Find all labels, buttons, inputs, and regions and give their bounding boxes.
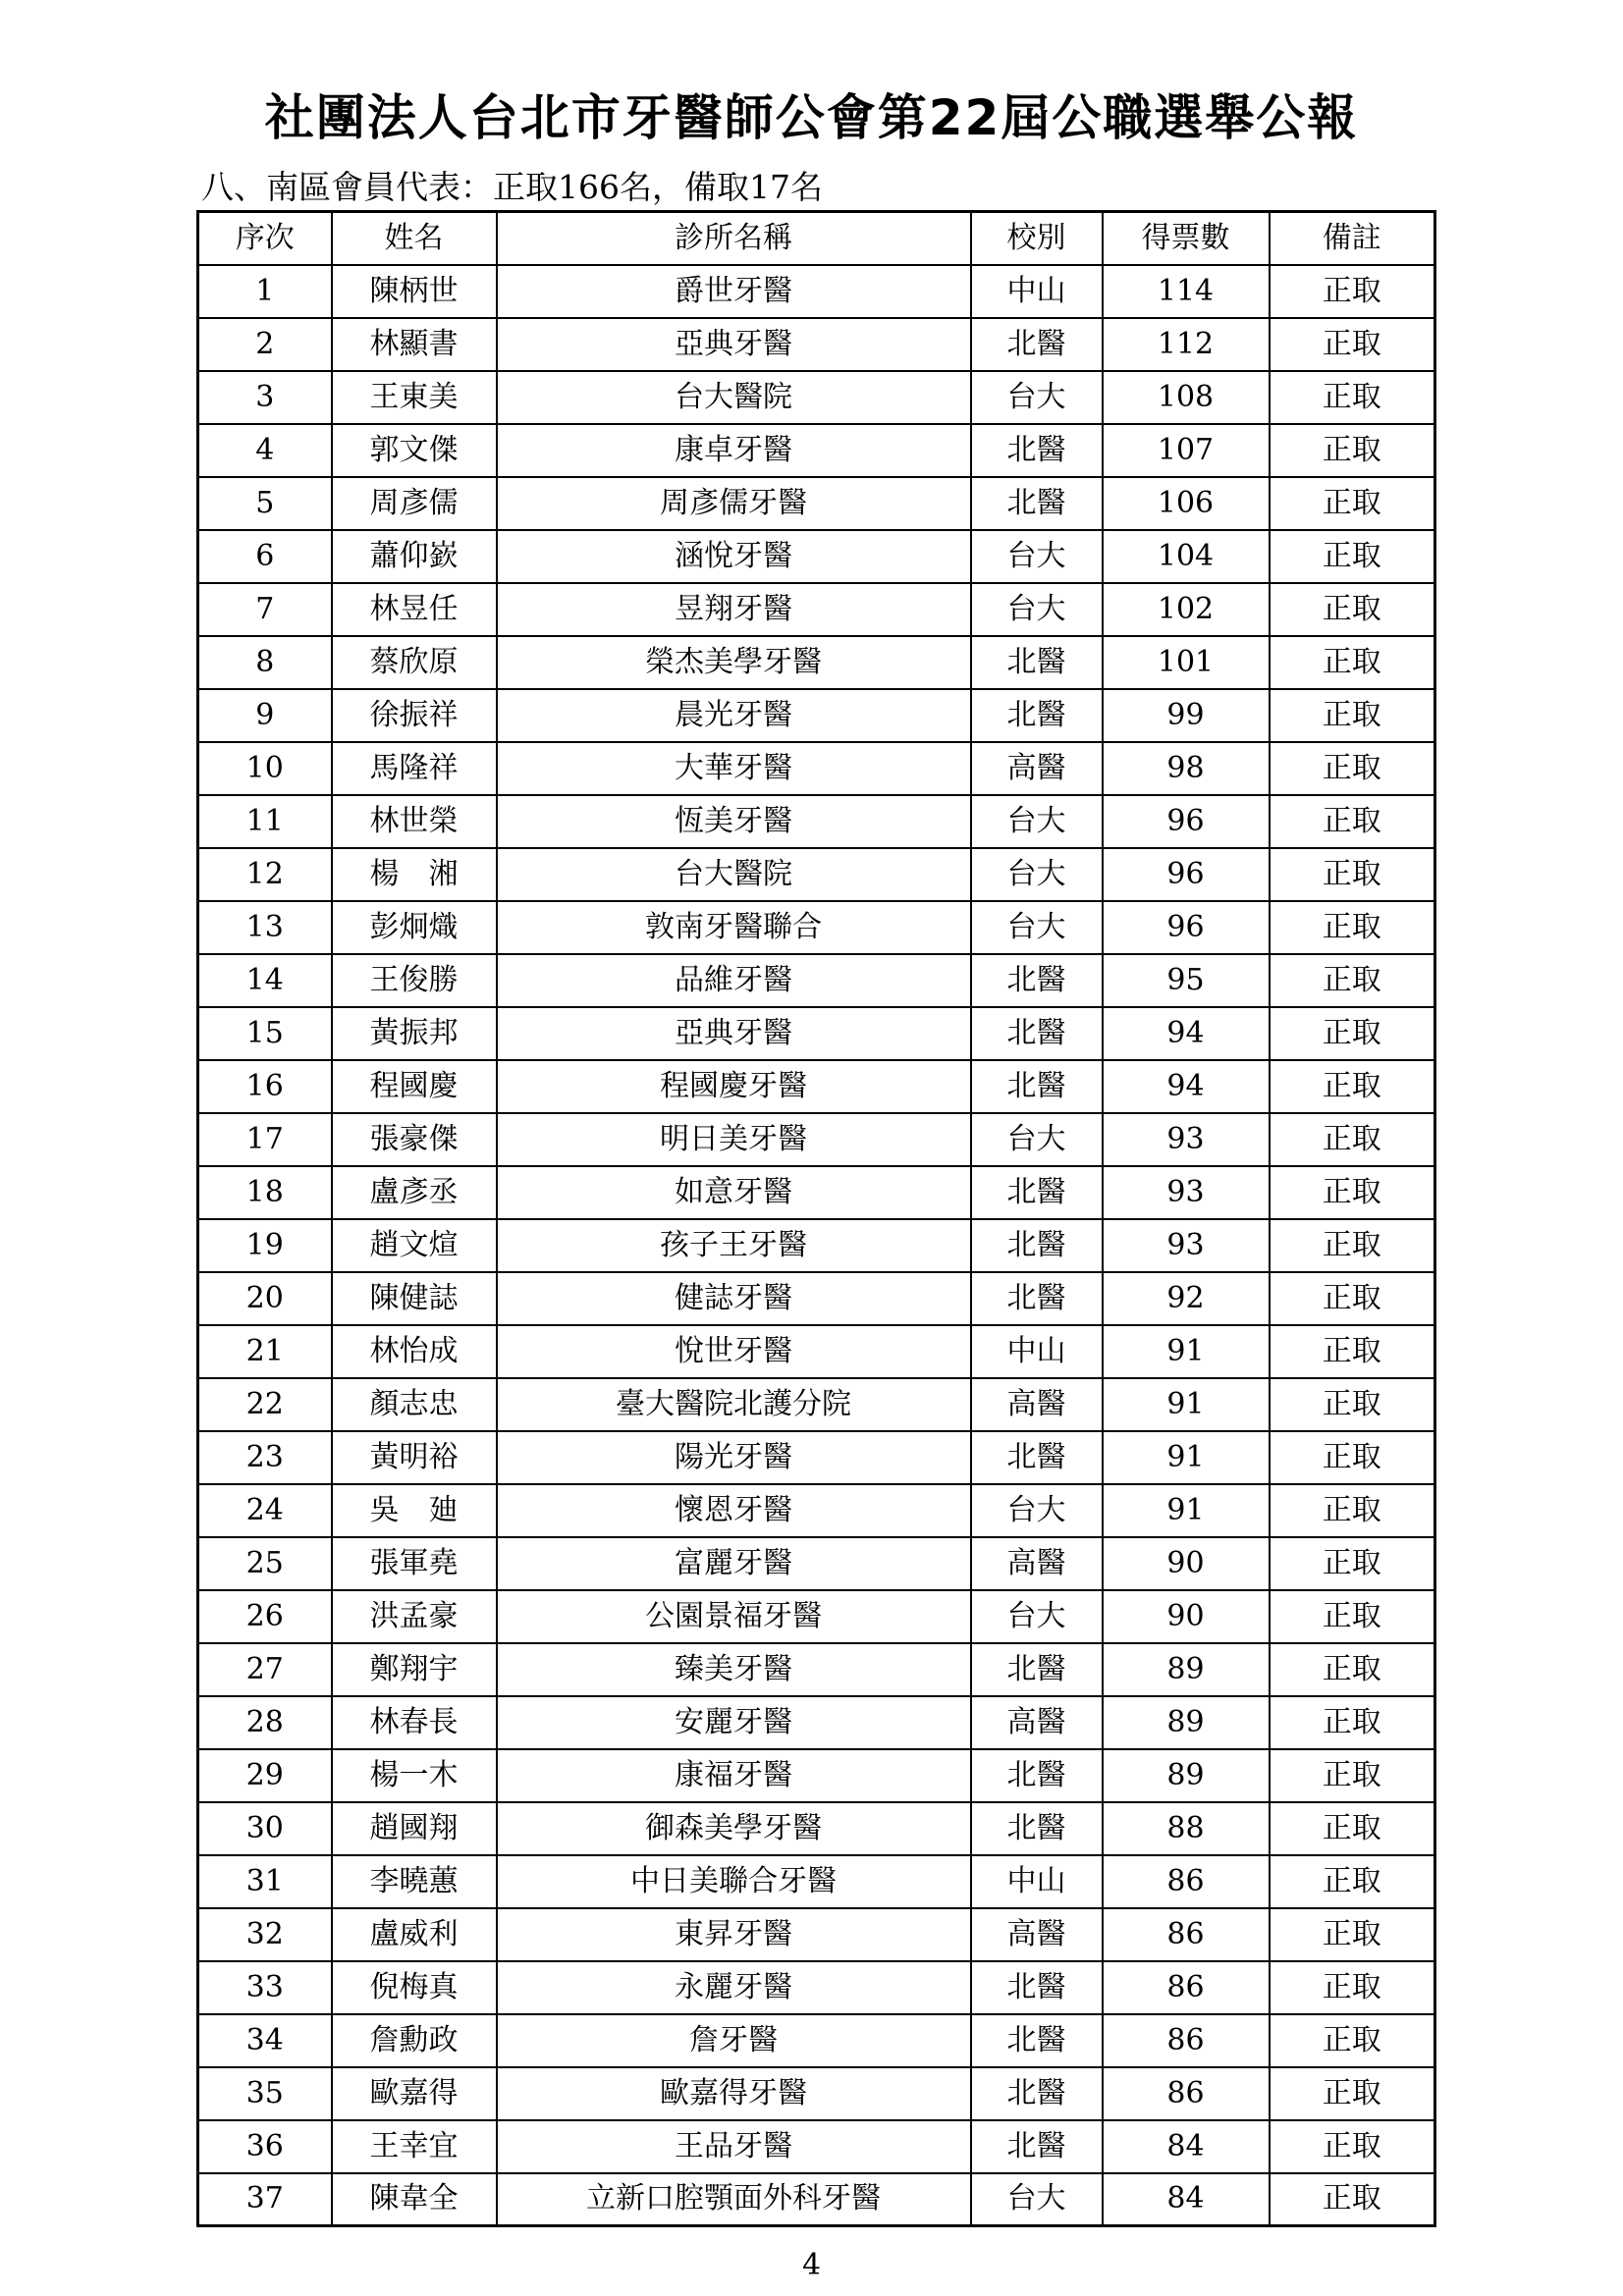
table-row	[198, 1166, 1435, 1219]
table-row	[198, 2014, 1435, 2067]
cell-clinic: 爵世牙醫	[497, 265, 971, 318]
cell-name: 張豪傑	[332, 1113, 497, 1166]
cell-seq: 4	[198, 424, 332, 477]
cell-name: 程國慶	[332, 1060, 497, 1113]
cell-seq: 26	[198, 1590, 332, 1643]
cell-clinic: 陽光牙醫	[497, 1431, 971, 1484]
cell-school: 台大	[971, 1484, 1103, 1537]
cell-votes: 86	[1103, 2014, 1270, 2067]
cell-seq: 21	[198, 1325, 332, 1378]
cell-votes: 91	[1103, 1484, 1270, 1537]
cell-clinic: 公園景福牙醫	[497, 1590, 971, 1643]
cell-votes: 84	[1103, 2120, 1270, 2173]
cell-votes: 94	[1103, 1007, 1270, 1060]
cell-note: 正取	[1270, 636, 1435, 689]
table-row	[198, 742, 1435, 795]
table-row	[198, 1590, 1435, 1643]
page-number: 4	[801, 2248, 822, 2282]
cell-name: 楊 湘	[332, 848, 497, 901]
cell-school: 台大	[971, 2173, 1103, 2226]
table-row	[198, 477, 1435, 530]
cell-note: 正取	[1270, 1590, 1435, 1643]
table-row	[198, 1961, 1435, 2014]
cell-clinic: 王品牙醫	[497, 2120, 971, 2173]
cell-clinic: 大華牙醫	[497, 742, 971, 795]
cell-school: 北醫	[971, 1272, 1103, 1325]
table-body	[198, 265, 1435, 2226]
cell-votes: 93	[1103, 1166, 1270, 1219]
cell-name: 陳柄世	[332, 265, 497, 318]
table-row	[198, 1431, 1435, 1484]
cell-name: 陳健誌	[332, 1272, 497, 1325]
table-row	[198, 689, 1435, 742]
cell-seq: 17	[198, 1113, 332, 1166]
cell-note: 正取	[1270, 1060, 1435, 1113]
header-school: 校別	[971, 212, 1103, 265]
cell-seq: 1	[198, 265, 332, 318]
cell-seq: 25	[198, 1537, 332, 1590]
cell-seq: 20	[198, 1272, 332, 1325]
cell-note: 正取	[1270, 742, 1435, 795]
cell-name: 林春長	[332, 1696, 497, 1749]
table-row	[198, 530, 1435, 583]
cell-note: 正取	[1270, 1113, 1435, 1166]
cell-votes: 102	[1103, 583, 1270, 636]
cell-seq: 13	[198, 901, 332, 954]
cell-school: 台大	[971, 1590, 1103, 1643]
cell-school: 高醫	[971, 1696, 1103, 1749]
cell-votes: 91	[1103, 1431, 1270, 1484]
cell-clinic: 悅世牙醫	[497, 1325, 971, 1378]
cell-school: 台大	[971, 371, 1103, 424]
cell-name: 林顯書	[332, 318, 497, 371]
table-row	[198, 2173, 1435, 2226]
cell-clinic: 昱翔牙醫	[497, 583, 971, 636]
cell-clinic: 康福牙醫	[497, 1749, 971, 1802]
cell-votes: 114	[1103, 265, 1270, 318]
header-votes: 得票數	[1103, 212, 1270, 265]
cell-clinic: 臺大醫院北護分院	[497, 1378, 971, 1431]
table-row	[198, 1749, 1435, 1802]
cell-school: 高醫	[971, 1378, 1103, 1431]
table-row	[198, 1219, 1435, 1272]
cell-note: 正取	[1270, 1855, 1435, 1908]
cell-note: 正取	[1270, 1007, 1435, 1060]
cell-note: 正取	[1270, 1749, 1435, 1802]
cell-school: 台大	[971, 583, 1103, 636]
cell-name: 張軍堯	[332, 1537, 497, 1590]
cell-name: 鄭翔宇	[332, 1643, 497, 1696]
header-name: 姓名	[332, 212, 497, 265]
table-row	[198, 318, 1435, 371]
cell-name: 黃振邦	[332, 1007, 497, 1060]
cell-seq: 16	[198, 1060, 332, 1113]
cell-votes: 112	[1103, 318, 1270, 371]
cell-seq: 33	[198, 1961, 332, 2014]
cell-school: 北醫	[971, 424, 1103, 477]
table-row	[198, 1855, 1435, 1908]
cell-name: 徐振祥	[332, 689, 497, 742]
table-row	[198, 1537, 1435, 1590]
cell-note: 正取	[1270, 371, 1435, 424]
cell-seq: 7	[198, 583, 332, 636]
cell-votes: 108	[1103, 371, 1270, 424]
cell-note: 正取	[1270, 530, 1435, 583]
cell-name: 周彥儒	[332, 477, 497, 530]
table-row	[198, 1378, 1435, 1431]
cell-votes: 90	[1103, 1537, 1270, 1590]
table-row	[198, 1484, 1435, 1537]
cell-note: 正取	[1270, 2173, 1435, 2226]
cell-note: 正取	[1270, 477, 1435, 530]
cell-votes: 99	[1103, 689, 1270, 742]
cell-votes: 94	[1103, 1060, 1270, 1113]
cell-school: 北醫	[971, 1961, 1103, 2014]
cell-school: 北醫	[971, 318, 1103, 371]
table-row	[198, 1908, 1435, 1961]
cell-seq: 29	[198, 1749, 332, 1802]
cell-seq: 11	[198, 795, 332, 848]
table-row	[198, 954, 1435, 1007]
cell-seq: 18	[198, 1166, 332, 1219]
section-subtitle: 八、南區會員代表：正取166名，備取17名	[201, 168, 823, 206]
cell-clinic: 東昇牙醫	[497, 1908, 971, 1961]
cell-clinic: 恆美牙醫	[497, 795, 971, 848]
cell-name: 王幸宜	[332, 2120, 497, 2173]
cell-clinic: 亞典牙醫	[497, 1007, 971, 1060]
cell-school: 台大	[971, 530, 1103, 583]
cell-clinic: 榮杰美學牙醫	[497, 636, 971, 689]
cell-votes: 104	[1103, 530, 1270, 583]
table-row	[198, 1007, 1435, 1060]
cell-clinic: 程國慶牙醫	[497, 1060, 971, 1113]
cell-name: 郭文傑	[332, 424, 497, 477]
cell-clinic: 健誌牙醫	[497, 1272, 971, 1325]
cell-name: 洪孟豪	[332, 1590, 497, 1643]
cell-clinic: 永麗牙醫	[497, 1961, 971, 2014]
cell-note: 正取	[1270, 318, 1435, 371]
cell-clinic: 孩子王牙醫	[497, 1219, 971, 1272]
cell-school: 北醫	[971, 689, 1103, 742]
cell-name: 詹勳政	[332, 2014, 497, 2067]
table-row	[198, 2067, 1435, 2120]
cell-note: 正取	[1270, 689, 1435, 742]
results-table	[196, 210, 1436, 2227]
cell-name: 吳 廸	[332, 1484, 497, 1537]
cell-seq: 10	[198, 742, 332, 795]
cell-clinic: 康卓牙醫	[497, 424, 971, 477]
cell-seq: 22	[198, 1378, 332, 1431]
cell-name: 倪梅真	[332, 1961, 497, 2014]
cell-clinic: 中日美聯合牙醫	[497, 1855, 971, 1908]
cell-school: 台大	[971, 795, 1103, 848]
table-row	[198, 636, 1435, 689]
cell-note: 正取	[1270, 1272, 1435, 1325]
cell-school: 北醫	[971, 1007, 1103, 1060]
cell-clinic: 富麗牙醫	[497, 1537, 971, 1590]
cell-school: 中山	[971, 265, 1103, 318]
cell-seq: 19	[198, 1219, 332, 1272]
cell-votes: 93	[1103, 1113, 1270, 1166]
cell-note: 正取	[1270, 1378, 1435, 1431]
cell-school: 中山	[971, 1855, 1103, 1908]
cell-name: 蔡欣原	[332, 636, 497, 689]
cell-school: 高醫	[971, 1908, 1103, 1961]
table-row	[198, 371, 1435, 424]
table-row	[198, 795, 1435, 848]
cell-name: 王東美	[332, 371, 497, 424]
cell-votes: 86	[1103, 1961, 1270, 2014]
cell-note: 正取	[1270, 1166, 1435, 1219]
cell-note: 正取	[1270, 1908, 1435, 1961]
cell-note: 正取	[1270, 2014, 1435, 2067]
cell-note: 正取	[1270, 1802, 1435, 1855]
cell-name: 陳韋全	[332, 2173, 497, 2226]
cell-school: 北醫	[971, 1749, 1103, 1802]
cell-name: 彭炯熾	[332, 901, 497, 954]
cell-note: 正取	[1270, 848, 1435, 901]
cell-note: 正取	[1270, 1219, 1435, 1272]
cell-clinic: 晨光牙醫	[497, 689, 971, 742]
table-row	[198, 583, 1435, 636]
cell-seq: 2	[198, 318, 332, 371]
table-row	[198, 848, 1435, 901]
cell-school: 北醫	[971, 477, 1103, 530]
cell-school: 北醫	[971, 2067, 1103, 2120]
cell-clinic: 安麗牙醫	[497, 1696, 971, 1749]
cell-votes: 91	[1103, 1325, 1270, 1378]
cell-votes: 84	[1103, 2173, 1270, 2226]
cell-votes: 95	[1103, 954, 1270, 1007]
cell-school: 北醫	[971, 954, 1103, 1007]
cell-school: 北醫	[971, 1166, 1103, 1219]
table-row	[198, 1060, 1435, 1113]
cell-school: 高醫	[971, 1537, 1103, 1590]
cell-votes: 86	[1103, 1855, 1270, 1908]
cell-votes: 89	[1103, 1749, 1270, 1802]
cell-clinic: 如意牙醫	[497, 1166, 971, 1219]
cell-note: 正取	[1270, 1696, 1435, 1749]
cell-seq: 27	[198, 1643, 332, 1696]
cell-seq: 8	[198, 636, 332, 689]
cell-seq: 36	[198, 2120, 332, 2173]
table-row	[198, 901, 1435, 954]
cell-school: 北醫	[971, 1643, 1103, 1696]
cell-clinic: 懷恩牙醫	[497, 1484, 971, 1537]
cell-school: 中山	[971, 1325, 1103, 1378]
table-row	[198, 424, 1435, 477]
cell-name: 蕭仰嶔	[332, 530, 497, 583]
cell-seq: 34	[198, 2014, 332, 2067]
table-row	[198, 1325, 1435, 1378]
cell-note: 正取	[1270, 901, 1435, 954]
cell-votes: 86	[1103, 1908, 1270, 1961]
cell-note: 正取	[1270, 424, 1435, 477]
cell-seq: 31	[198, 1855, 332, 1908]
cell-votes: 88	[1103, 1802, 1270, 1855]
cell-school: 台大	[971, 1113, 1103, 1166]
cell-votes: 86	[1103, 2067, 1270, 2120]
cell-name: 黃明裕	[332, 1431, 497, 1484]
cell-name: 楊一木	[332, 1749, 497, 1802]
cell-school: 北醫	[971, 2014, 1103, 2067]
cell-school: 高醫	[971, 742, 1103, 795]
cell-clinic: 台大醫院	[497, 848, 971, 901]
cell-note: 正取	[1270, 1961, 1435, 2014]
cell-votes: 96	[1103, 901, 1270, 954]
cell-note: 正取	[1270, 1484, 1435, 1537]
cell-seq: 9	[198, 689, 332, 742]
cell-note: 正取	[1270, 795, 1435, 848]
cell-seq: 23	[198, 1431, 332, 1484]
cell-votes: 107	[1103, 424, 1270, 477]
cell-clinic: 歐嘉得牙醫	[497, 2067, 971, 2120]
cell-clinic: 台大醫院	[497, 371, 971, 424]
cell-clinic: 臻美牙醫	[497, 1643, 971, 1696]
cell-clinic: 周彥儒牙醫	[497, 477, 971, 530]
cell-seq: 5	[198, 477, 332, 530]
cell-votes: 93	[1103, 1219, 1270, 1272]
cell-school: 北醫	[971, 1219, 1103, 1272]
header-seq: 序次	[198, 212, 332, 265]
cell-school: 台大	[971, 848, 1103, 901]
cell-note: 正取	[1270, 2120, 1435, 2173]
cell-clinic: 明日美牙醫	[497, 1113, 971, 1166]
cell-name: 盧彥丞	[332, 1166, 497, 1219]
cell-clinic: 立新口腔顎面外科牙醫	[497, 2173, 971, 2226]
cell-note: 正取	[1270, 1431, 1435, 1484]
cell-clinic: 敦南牙醫聯合	[497, 901, 971, 954]
header-note: 備註	[1270, 212, 1435, 265]
table-row	[198, 1643, 1435, 1696]
cell-votes: 106	[1103, 477, 1270, 530]
cell-note: 正取	[1270, 265, 1435, 318]
table-row	[198, 1696, 1435, 1749]
cell-clinic: 詹牙醫	[497, 2014, 971, 2067]
cell-name: 馬隆祥	[332, 742, 497, 795]
cell-school: 北醫	[971, 2120, 1103, 2173]
page-title: 社團法人台北市牙醫師公會第22屆公職選舉公報	[264, 89, 1359, 146]
cell-name: 趙文煊	[332, 1219, 497, 1272]
cell-note: 正取	[1270, 1643, 1435, 1696]
cell-clinic: 御森美學牙醫	[497, 1802, 971, 1855]
cell-school: 台大	[971, 901, 1103, 954]
cell-seq: 37	[198, 2173, 332, 2226]
cell-seq: 15	[198, 1007, 332, 1060]
cell-note: 正取	[1270, 583, 1435, 636]
cell-name: 顏志忠	[332, 1378, 497, 1431]
cell-note: 正取	[1270, 1537, 1435, 1590]
cell-school: 北醫	[971, 1431, 1103, 1484]
cell-votes: 89	[1103, 1643, 1270, 1696]
cell-name: 林怡成	[332, 1325, 497, 1378]
table-row	[198, 1272, 1435, 1325]
cell-name: 林世榮	[332, 795, 497, 848]
cell-votes: 96	[1103, 795, 1270, 848]
cell-seq: 14	[198, 954, 332, 1007]
cell-name: 趙國翔	[332, 1802, 497, 1855]
cell-seq: 28	[198, 1696, 332, 1749]
cell-votes: 91	[1103, 1378, 1270, 1431]
cell-seq: 32	[198, 1908, 332, 1961]
cell-school: 北醫	[971, 1060, 1103, 1113]
cell-note: 正取	[1270, 2067, 1435, 2120]
table-row	[198, 1113, 1435, 1166]
cell-name: 林昱任	[332, 583, 497, 636]
table-header-row	[198, 212, 1435, 265]
cell-clinic: 品維牙醫	[497, 954, 971, 1007]
cell-seq: 12	[198, 848, 332, 901]
cell-seq: 6	[198, 530, 332, 583]
cell-school: 北醫	[971, 1802, 1103, 1855]
cell-clinic: 亞典牙醫	[497, 318, 971, 371]
cell-seq: 30	[198, 1802, 332, 1855]
cell-votes: 96	[1103, 848, 1270, 901]
table-row	[198, 2120, 1435, 2173]
cell-name: 王俊勝	[332, 954, 497, 1007]
cell-name: 李曉蕙	[332, 1855, 497, 1908]
cell-seq: 24	[198, 1484, 332, 1537]
cell-votes: 90	[1103, 1590, 1270, 1643]
cell-seq: 3	[198, 371, 332, 424]
table-row	[198, 265, 1435, 318]
cell-votes: 98	[1103, 742, 1270, 795]
cell-name: 歐嘉得	[332, 2067, 497, 2120]
cell-name: 盧威利	[332, 1908, 497, 1961]
header-clinic: 診所名稱	[497, 212, 971, 265]
cell-note: 正取	[1270, 954, 1435, 1007]
cell-seq: 35	[198, 2067, 332, 2120]
cell-votes: 92	[1103, 1272, 1270, 1325]
cell-votes: 101	[1103, 636, 1270, 689]
cell-votes: 89	[1103, 1696, 1270, 1749]
table-row	[198, 1802, 1435, 1855]
cell-school: 北醫	[971, 636, 1103, 689]
cell-note: 正取	[1270, 1325, 1435, 1378]
cell-clinic: 涵悅牙醫	[497, 530, 971, 583]
